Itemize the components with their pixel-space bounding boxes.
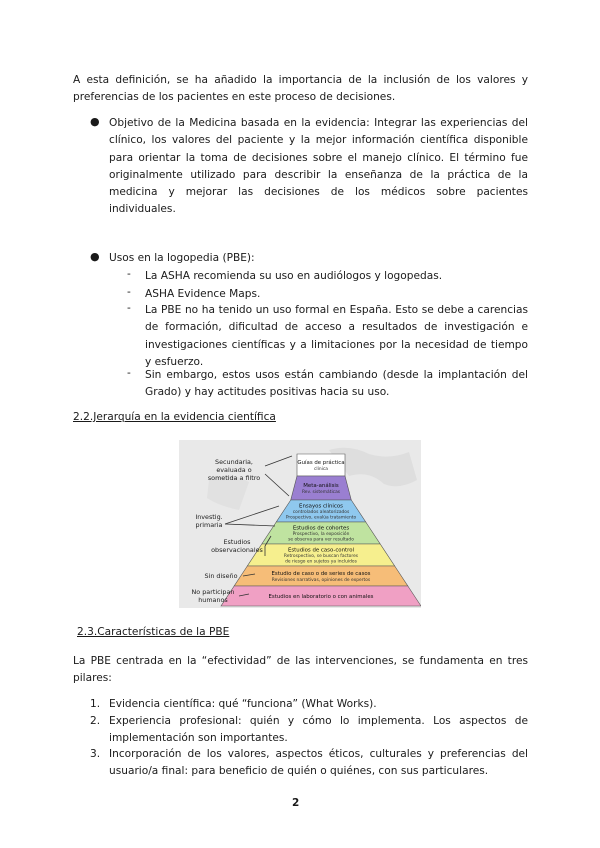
pyramid-level-label: Prospectivo, evalúa tratamiento: [285, 515, 357, 521]
label-secundaria: evaluada o: [216, 466, 252, 474]
heading-caracteristicas: 2.3.Características de la PBE: [77, 626, 230, 638]
pyramid-level-label: clínica: [314, 466, 328, 472]
pilar-number: 3.: [90, 748, 101, 760]
dash: -: [127, 302, 131, 314]
usos-item: ASHA Evidence Maps.: [145, 288, 261, 300]
label-investig: Investig.: [195, 513, 223, 521]
usos-item: La PBE no ha tenido un uso formal en España. Esto se debe a carencias de formación, dificultad de acceso a resultados de investigación e investigaciones científicas y a limitaciones por la necesidad de tiempo y esfuerzo.: [145, 304, 528, 368]
pyramid-level-label: Retrospectivo, se buscan factores: [283, 554, 359, 559]
label-secundaria: Secundaria,: [215, 458, 253, 466]
pilar-number: 2.: [90, 715, 101, 727]
pyramid-level-label: Prospectivo, la exposición: [292, 532, 350, 537]
bullet-dot: ●: [90, 250, 100, 263]
pyramid-level-label: Revisiones narrativas, opiniones de expertos: [271, 577, 371, 583]
dash: -: [127, 286, 131, 298]
label-secundaria: sometida a filtro: [207, 474, 261, 482]
pyramid-level-label: controlados aleatorizados: [292, 510, 350, 515]
label-estudios-obs: Estudios: [223, 538, 251, 546]
pyramid-level-label: de riesgo en sujetos ya incluidos: [285, 559, 357, 565]
pilar-text: Incorporación de los valores, aspectos éticos, culturales y preferencias del usuario/a final: para beneficio de quién o quiénes, con sus particulares.: [109, 748, 528, 778]
bullet-dot: ●: [90, 115, 100, 128]
label-estudios-obs: observacionales: [211, 546, 263, 554]
pilar-text: Evidencia científica: qué “funciona” (What Works).: [109, 698, 377, 710]
pbe-paragraph: La PBE centrada en la “efectividad” de las intervenciones, se fundamenta en tres pilares:: [73, 655, 528, 685]
usos-item: La ASHA recomienda su uso en audiólogos y logopedas.: [145, 270, 443, 282]
page-number: 2: [292, 797, 300, 809]
dash: -: [127, 367, 131, 379]
evidence-pyramid-figure: [179, 440, 421, 608]
pilar-number: 1.: [90, 698, 101, 710]
pyramid-level-label: Estudio de caso o de series de casos: [271, 571, 371, 578]
bullet-usos: Usos en la logopedia (PBE):: [109, 252, 255, 264]
pyramid-level-label: Estudios en laboratorio o con animales: [268, 594, 374, 600]
pyramid-level-label: se observa para ver resultado: [288, 537, 354, 543]
usos-item: Sin embargo, estos usos están cambiando (desde la implantación del Grado) y hay actitudes positivas hacia su uso.: [145, 369, 528, 399]
pyramid-level-label: Meta-análisis: [303, 483, 339, 490]
pyramid-level-label: Rev. sistemáticas: [301, 489, 341, 495]
label-investig: primaria: [195, 521, 223, 529]
pyramid-level-label: Estudios de cohortes: [292, 525, 350, 532]
pyramid-level-label: Ensayos clínicos: [299, 503, 343, 510]
label-sin-diseno: Sin diseño: [204, 572, 238, 580]
label-no-participan: humanos: [198, 596, 228, 604]
bullet-objetivo: Objetivo de la Medicina basada en la evidencia: Integrar las experiencias del clínico, los valores del paciente y la mejor información científica disponible para orientar la toma de decisiones sobre el manejo clínico. El término fue originalmente utilizado para describir la enseñanza de la práctica de la medicina y mejorar las decisiones de los médicos sobre pacientes individuales.: [109, 117, 528, 216]
dash: -: [127, 268, 131, 280]
label-no-participan: No participan: [191, 588, 235, 596]
heading-jerarquia: 2.2.Jerarquía en la evidencia científica: [73, 411, 276, 423]
pyramid-level-label: Estudios de caso-control: [287, 547, 355, 554]
pilar-text: Experiencia profesional: quién y cómo lo implementa. Los aspectos de implementación son importantes.: [109, 715, 528, 745]
intro-paragraph: A esta definición, se ha añadido la importancia de la inclusión de los valores y preferencias de los pacientes en este proceso de decisiones.: [73, 74, 528, 104]
pyramid-level-label: Guías de práctica: [297, 460, 345, 467]
